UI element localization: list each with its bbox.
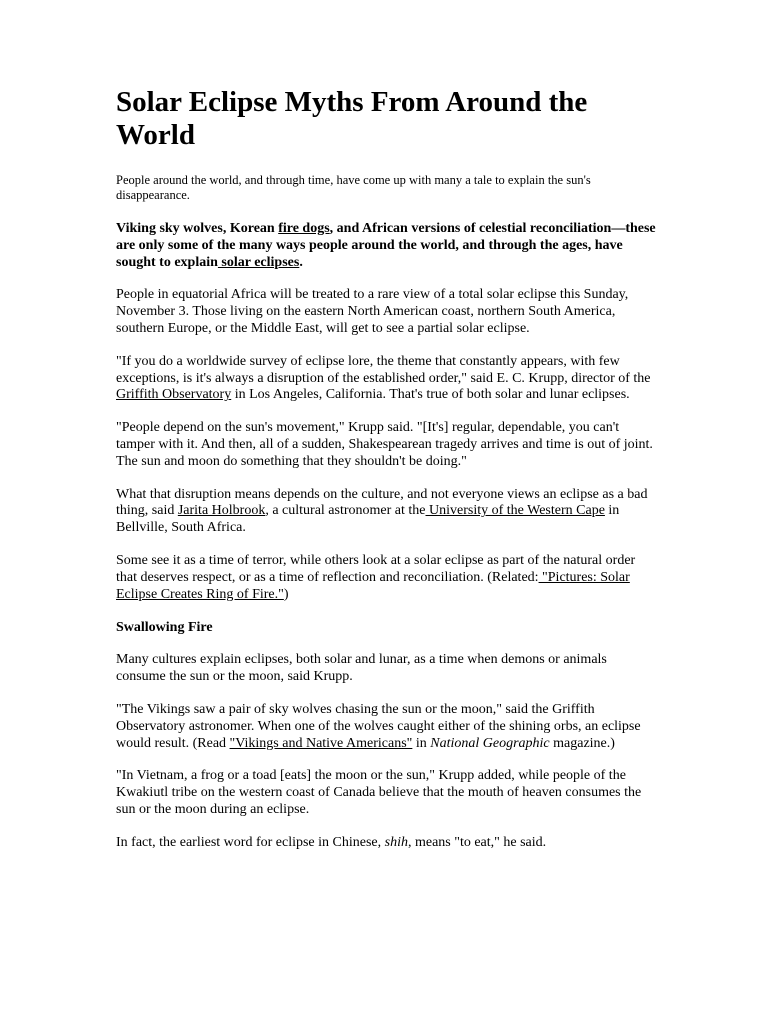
vikings-text-1: "The Vikings saw a pair of sky wolves chasing the sun or the moon," said the Griffith Observatory astronomer. When one of the wolves caught either of the shining orbs, an eclipse would result. (Read [116,701,641,751]
article [116,86,656,868]
paragraph-cultures: Many cultures explain eclipses, both solar and lunar, as a time when demons or animals consume the sun or the moon, said Krupp. [116,652,607,685]
paragraph-chinese [116,835,656,852]
lead-text-2: , and African versions of celestial reconciliation—these are only some of the many ways people around the world, and through the ages, have sought to explain [116,221,656,270]
paragraph-disruption [116,487,656,537]
fire-dogs-link[interactable]: fire dogs [278,221,330,236]
shih-word: shih [384,834,408,850]
ring-of-fire-link[interactable]: "Pictures: Solar Eclipse Creates Ring of Fire." [116,569,630,602]
disruption-text-2: , a cultural astronomer at the [265,503,426,519]
paragraph-survey [116,354,656,404]
survey-text-2: in Los Angeles, California. That's true of both solar and lunar eclipses. [231,387,630,403]
intro-paragraph: People around the world, and through time, have come up with many a tale to explain the sun's disappearance. [116,173,591,202]
terror-text-1: Some see it as a time of terror, while others look at a solar eclipse as part of the natural order that deserves respect, or as a time of reflection and reconciliation. (Related: [116,552,636,585]
page-title: Solar Eclipse Myths From Around the World [116,86,588,151]
disruption-text-3: in Bellville, South Africa. [116,503,620,536]
paragraph-equatorial-africa: People in equatorial Africa will be treated to a rare view of a total solar eclipse this Sunday, November 3. Those living on the eastern North American coast, northern South America, southern Europe, or the Middle East, will get to see a partial solar eclipse. [116,287,629,336]
vikings-text-2: in [412,735,431,751]
terror-text-2: ) [283,586,289,602]
lead-text-3: . [299,254,303,270]
vikings-text-3: magazine.) [549,735,615,751]
disruption-text-1: What that disruption means depends on the culture, and not everyone views an eclipse as a bad thing, said [116,486,648,519]
paragraph-terror [116,553,656,603]
university-western-cape-link[interactable]: University of the Western Cape [425,503,605,519]
paragraph-sun-movement: "People depend on the sun's movement," Krupp said. "[It's] regular, dependable, you can't tamper with it. And then, all of a sudden, Shakespearean tragedy arrives and time is out of joint. The sun and moon do something that they shouldn't be doing." [116,420,653,469]
lead-paragraph [116,221,656,271]
vikings-native-americans-link[interactable]: "Vikings and Native Americans" [229,735,413,751]
survey-text-1: "If you do a worldwide survey of eclipse lore, the theme that constantly appears, with few exceptions, is it's always a disruption of the established order," said E. C. Krupp, director of the [116,353,651,386]
lead-text-1: Viking sky wolves, Korean [116,221,279,236]
section-heading: Swallowing Fire [116,620,213,636]
chinese-text-2: , means "to eat," he said. [407,834,547,850]
paragraph-vietnam: "In Vietnam, a frog or a toad [eats] the moon or the sun," Krupp added, while people of the Kwakiutl tribe on the western coast of Canada believe that the mouth of heaven consumes the sun or the moon during an eclipse. [116,768,642,817]
magazine-name: National Geographic [430,735,550,751]
solar-eclipses-link[interactable]: solar eclipses [217,254,300,270]
griffith-observatory-link[interactable]: Griffith Observatory [116,387,232,403]
jarita-holbrook-link[interactable]: Jarita Holbrook [177,503,266,519]
paragraph-vikings [116,702,656,752]
chinese-text-1: In fact, the earliest word for eclipse in Chinese, [116,834,385,850]
